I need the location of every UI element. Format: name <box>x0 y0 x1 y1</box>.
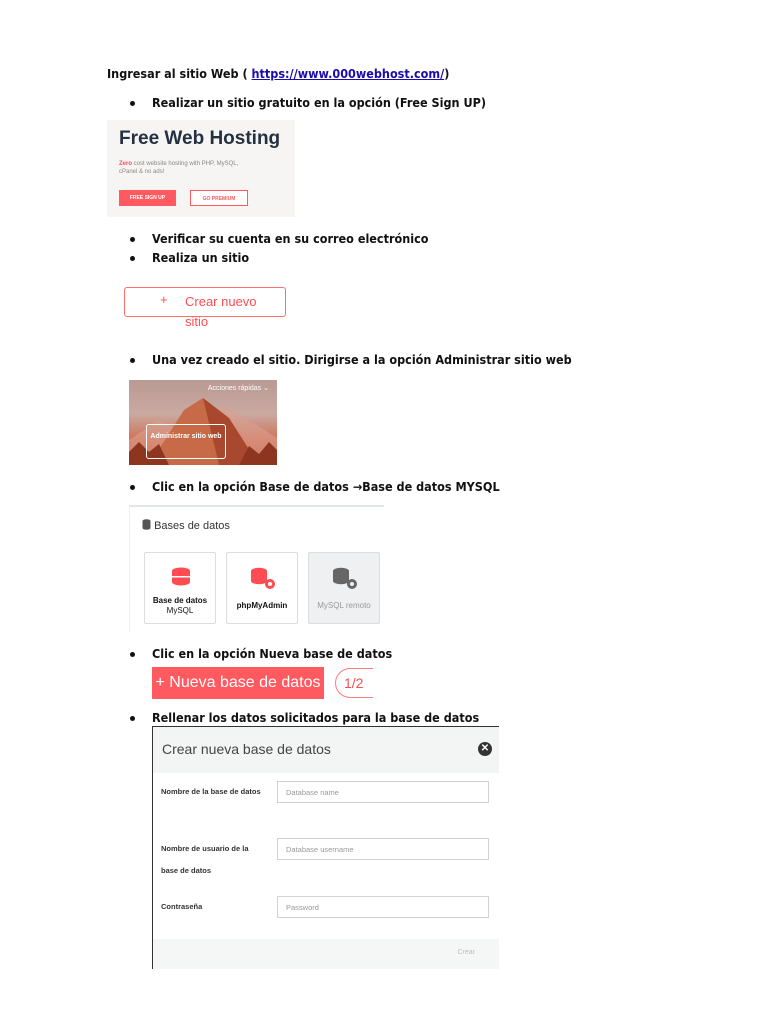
free-signup-button[interactable]: FREE SIGN UP <box>119 190 176 206</box>
mysql-database-card[interactable] <box>144 552 216 624</box>
free-hosting-banner <box>107 120 295 217</box>
db-username-input[interactable] <box>277 838 489 860</box>
bullet <box>130 237 135 242</box>
quick-actions-dropdown[interactable] <box>208 384 269 392</box>
chevron-down-icon: ⌄ <box>263 385 269 392</box>
password-label: Contraseña <box>161 902 203 911</box>
pager-indicator: 1/2 <box>335 668 373 698</box>
phpmyadmin-label: phpMyAdmin <box>236 601 288 610</box>
go-premium-button[interactable]: GO PREMIUM <box>190 190 248 206</box>
quick-actions-label: Acciones rápidas <box>207 385 262 392</box>
create-site-label: Crear nuevo sitio <box>185 294 257 329</box>
databases-panel <box>129 505 384 632</box>
step-new-database: Clic en la opción Nueva base de datos <box>152 646 393 661</box>
step-admin-site: Una vez creado el sitio. Dirigirse a la opción Administrar sitio web <box>152 352 572 367</box>
bullet <box>130 485 135 490</box>
step-database-mysql: Clic en la opción Base de datos →Base de datos MYSQL <box>152 479 500 494</box>
hosting-desc-text: cost website hosting with PHP, MySQL, cPanel & no ads! <box>119 161 239 175</box>
password-input[interactable] <box>277 896 489 918</box>
remote-mysql-card[interactable] <box>308 552 380 624</box>
bullet <box>130 256 135 261</box>
mysql-card-sub: MySQL <box>166 606 194 615</box>
webhost-link[interactable]: https://www.000webhost.com/ <box>251 66 445 81</box>
intro-line <box>107 66 449 81</box>
phpmyadmin-card[interactable] <box>226 552 298 624</box>
intro-close: ) <box>444 66 450 81</box>
step-create-site: Realiza un sitio <box>152 250 250 265</box>
databases-title: Bases de datos <box>154 520 230 532</box>
bullet <box>130 652 135 657</box>
database-gear-icon <box>249 567 277 591</box>
database-icon <box>142 519 151 530</box>
create-database-modal <box>152 726 499 969</box>
step-verify-account: Verificar su cuenta en su correo electrónico <box>152 231 429 246</box>
db-name-input[interactable] <box>277 781 489 803</box>
modal-footer <box>153 939 499 969</box>
close-icon[interactable]: ✕ <box>478 742 492 756</box>
hosting-zero: Zero <box>119 161 133 167</box>
bullet <box>130 716 135 721</box>
databases-header <box>142 519 230 532</box>
step-fill-data: Rellenar los datos solicitados para la base de datos <box>152 710 480 725</box>
hosting-title: Free Web Hosting <box>119 128 281 149</box>
bullet <box>130 358 135 363</box>
intro-text: Ingresar al sitio Web ( <box>107 66 252 81</box>
remote-mysql-label: MySQL remoto <box>317 601 371 610</box>
step-free-signup: Realizar un sitio gratuito en la opción (Free Sign UP) <box>152 95 486 110</box>
create-site-button[interactable] <box>124 287 286 329</box>
new-database-button[interactable]: + Nueva base de datos <box>152 667 324 699</box>
modal-header <box>153 727 499 773</box>
create-button[interactable]: Crear <box>457 949 475 956</box>
db-username-label: Nombre de usuario de la base de datos <box>161 844 249 875</box>
bullet <box>130 101 135 106</box>
db-name-label: Nombre de la base de datos <box>161 787 261 796</box>
database-red-icon <box>170 567 192 587</box>
manage-site-button[interactable]: Administrar sitio web <box>146 424 226 459</box>
admin-site-banner <box>129 380 277 465</box>
mysql-card-title: Base de datos <box>152 596 208 605</box>
modal-title: Crear nueva base de datos <box>162 741 331 757</box>
hosting-description <box>119 160 239 176</box>
mysql-card-label <box>145 596 215 616</box>
database-remote-icon <box>331 567 359 591</box>
plus-icon: + <box>160 292 168 307</box>
